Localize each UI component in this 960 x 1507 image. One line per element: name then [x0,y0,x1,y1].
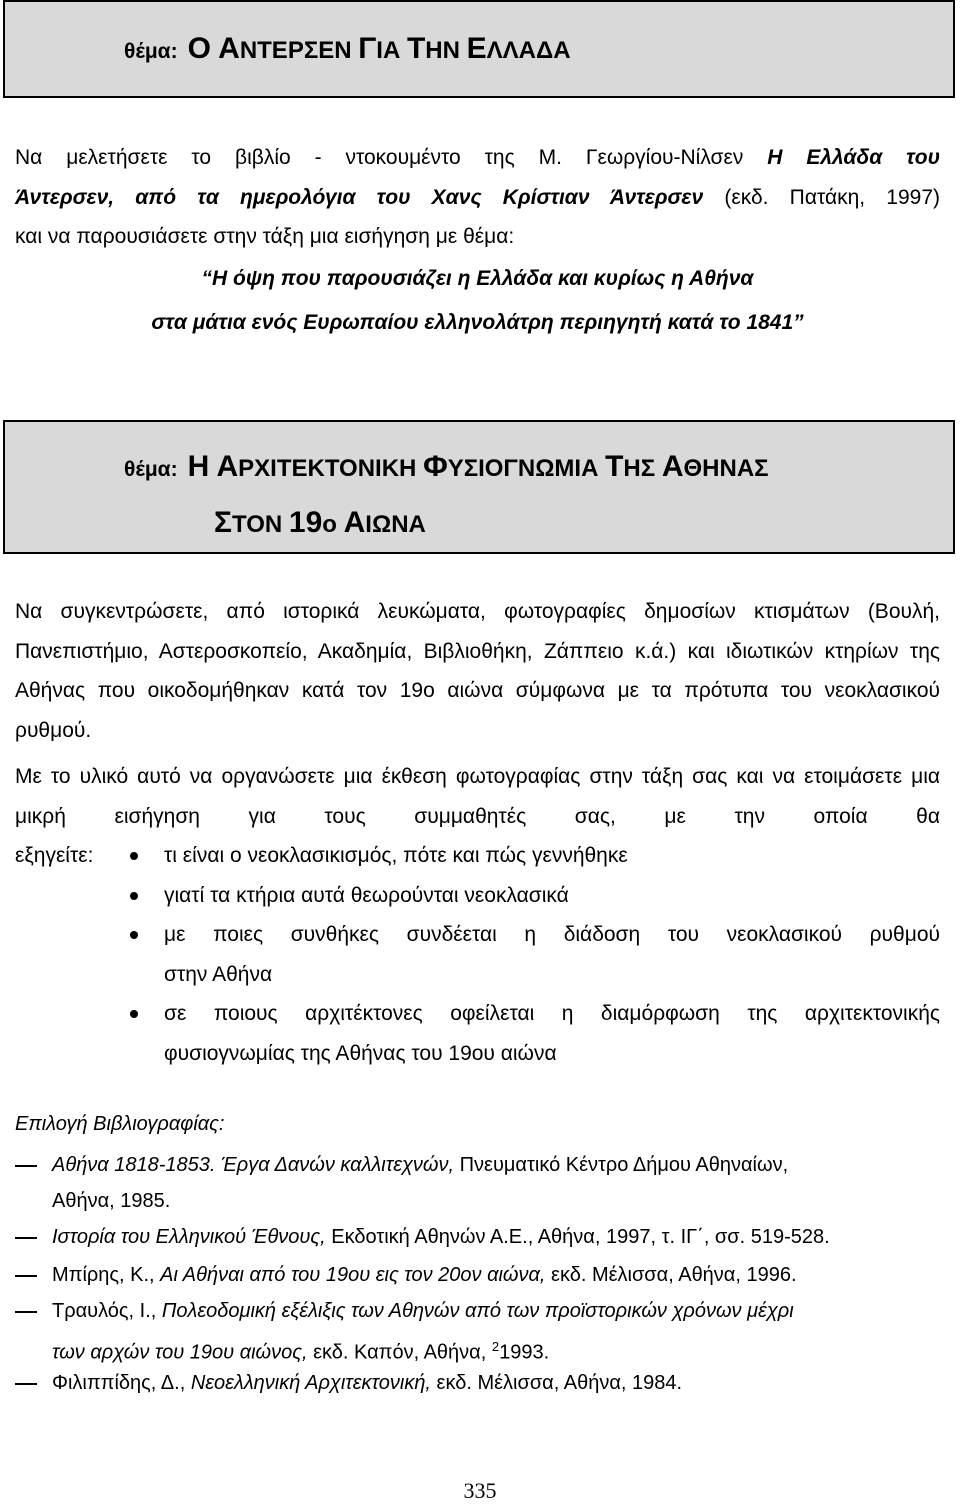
topic-1-label: θέμα: [124,40,178,63]
list-item: γιατί τα κτήρια αυτά θεωρούνται νεοκλασικά [15,876,940,916]
bibliography-heading: Επιλογή Βιβλιογραφίας: [15,1113,225,1135]
topic-2-title-line-2: ΣΤΟΝ 19ο ΑΙΩΝΑ [214,506,426,539]
paragraph-2: Με το υλικό αυτό να οργανώσετε μια έκθεση φωτογραφίας στην τάξη σας και να ετοιμάσετε μια μικρή εισήγηση για τους συμμαθητές σας, με την οποία θα [15,765,940,828]
dash-icon [15,1165,37,1167]
list-item: σε ποιους αρχιτέκτονες οφείλεται η διαμόρφωση της αρχιτεκτονικής [15,994,940,1034]
bullet-icon [130,892,138,900]
bullet-icon [130,931,138,939]
topic-1-title: θέμα: Ο ΑΝΤΕΡΣΕΝ ΓΙΑ ΤΗΝ ΕΛΛΑΔΑ [124,32,571,65]
paragraph-1: Να συγκεντρώσετε, από ιστορικά λευκώματα, φωτογραφίες δημοσίων κτισμάτων (Βουλή, Πανεπιστήμιο, Αστεροσκοπείο, Ακαδημία, Βιβλιοθήκη, Ζάππειο κ.ά.) και ιδιωτικών κτηρίων της Αθήνας που οικοδομήθηκαν κατά τον 19ο αιώνα σύμφωνα με τα πρότυπα του νεοκλασικού ρυθμού. [15,600,940,742]
bib-entry-4: Τραυλός, Ι., Πολεοδομική εξέλιξις των Αθηνών από των προϊστορικών χρόνων μέχρι των αρχών του 19ου αιώνος, εκδ. Καπόν, Αθήνα, $^2$1993. [15,1293,945,1371]
dash-icon [15,1237,37,1239]
bib-entry-5: Φιλιππίδης, Δ., Νεοελληνική Αρχιτεκτονική, εκδ. Μέλισσα, Αθήνα, 1984. [15,1365,945,1401]
bullet-icon [130,852,138,860]
dash-icon [15,1311,37,1313]
dash-icon [15,1275,37,1277]
explain-label: εξηγείτε: [15,844,94,867]
bullet-icon [130,1010,138,1018]
list-item: με ποιες συνθήκες συνδέεται η διάδοση του νεοκλασικού ρυθμού [15,915,940,955]
quote-line-1: “Η όψη που παρουσιάζει η Ελλάδα και κυρίως η Αθήνα [201,267,754,290]
list-item: εξηγείτε: τι είναι ο νεοκλασικισμός, πότε και πώς γεννήθηκε [15,836,940,876]
book-title: Η Ελλάδα του [767,146,941,169]
topic-box-2 [3,420,955,554]
list-item-cont: φυσιογνωμίας της Αθήνας του 19ου αιώνα [164,1041,557,1065]
topic-2-title-line-1: θέμα: Η ΑΡΧΙΤΕΚΤΟΝΙΚΗ ΦΥΣΙΟΓΝΩΜΙΑ ΤΗΣ ΑΘΗΝΑΣ [124,450,769,483]
topic-2-label: θέμα: [124,458,178,481]
book-title-cont: Άντερσεν, από τα ημερολόγια του Χανς Κρίστιαν Άντερσεν [15,185,704,209]
page-number: 335 [463,1478,497,1503]
intro-paragraph: Να μελετήσετε το βιβλίο - ντοκουμέντο της Μ. Γεωργίου-Νίλσεν Η Ελλάδα του Άντερσεν, από τα ημερολόγια του Χανς Κρίστιαν Άντερσεν (εκδ. Πατάκη, 1997) και να παρουσιάσετε στην τάξη μια εισήγηση με θέμα: [15,146,941,249]
dash-icon [15,1383,37,1385]
bib-entry-3: Μπίρης, Κ., Αι Αθήναι από του 19ου εις τον 20ον αιώνα, εκδ. Μέλισσα, Αθήνα, 1996. [15,1257,945,1293]
bib-entry-2: Ιστορία του Ελληνικού Έθνους, Εκδοτική Αθηνών Α.Ε., Αθήνα, 1997, τ. ΙΓ΄, σσ. 519-528. [15,1219,945,1255]
quote-line-2: στα μάτια ενός Ευρωπαίου ελληνολάτρη περιηγητή κατά το 1841” [151,311,804,334]
list-item-cont: στην Αθήνα [164,962,273,986]
bib-entry-1: Αθήνα 1818-1853. Έργα Δανών καλλιτεχνών, Πνευματικό Κέντρο Δήμου Αθηναίων, Αθήνα, 1985. [15,1147,945,1219]
bullet-list [15,836,940,1074]
